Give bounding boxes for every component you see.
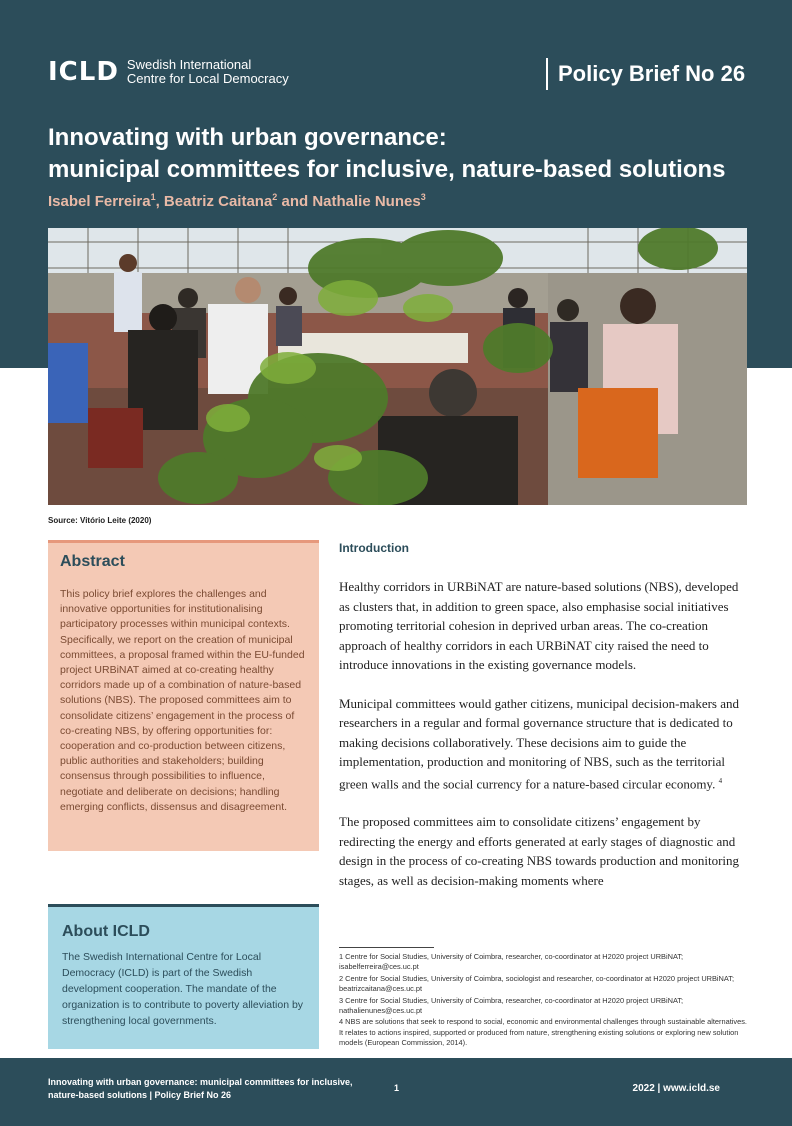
abstract-heading: Abstract <box>60 553 125 570</box>
paragraph: Healthy corridors in URBiNAT are nature-based solutions (NBS), developed as clusters that, in addition to green space, also emphasise social initiatives promoting territorial cohesion in deprived urban areas. The co-creation approach of healthy corridors in each URBiNAT city raised the need to introduce innovations in the existing governance models. <box>339 579 739 672</box>
about-icld-box <box>48 904 319 1049</box>
workshop-photo <box>48 228 747 505</box>
footer-title <box>48 1076 353 1102</box>
footer-line-2: nature-based solutions | Policy Brief No 26 <box>48 1090 232 1100</box>
logo-text <box>127 58 289 86</box>
footer-year-website: 2022 | www.icld.se <box>632 1083 720 1094</box>
author-name: Beatriz Caitana <box>163 193 273 210</box>
abstract-box <box>48 540 319 851</box>
authors <box>48 192 426 210</box>
page-number: 1 <box>394 1083 400 1093</box>
footer-line-1: Innovating with urban governance: municipal committees for inclusive, <box>48 1077 353 1087</box>
introduction-heading: Introduction <box>339 541 409 555</box>
author-affiliation-mark: 2 <box>272 192 278 202</box>
footnote-rule <box>339 947 434 948</box>
author-affiliation-mark: 1 <box>150 192 156 202</box>
footnote: 2 Centre for Social Studies, University of Coimbra, sociologist and researcher, co-coordinator at H2020 project URBiNAT; beatrizcaitana@ces.uc.pt <box>339 973 735 994</box>
logo-line-2: Centre for Local Democracy <box>126 71 289 86</box>
title-line-1: Innovating with urban governance: <box>48 124 447 151</box>
author-affiliation-mark: 3 <box>420 192 426 202</box>
author-separator: and <box>277 193 313 210</box>
header-divider <box>546 58 548 90</box>
photo-caption: Source: Vitório Leite (2020) <box>48 516 152 525</box>
icld-logo <box>48 58 289 86</box>
footnote-ref: 4 <box>718 776 723 785</box>
paragraph: The proposed committees aim to consolidate citizens’ engagement by redirecting the energy and efforts generated at early stages of diagnostic and design in the process of co-creating NBS towards production and monitoring stages, as well as decision-making moments where <box>339 814 740 888</box>
footnotes <box>339 952 747 1050</box>
policy-brief-number: Policy Brief No 26 <box>558 61 746 86</box>
author-name: Isabel Ferreira <box>48 193 151 210</box>
title-line-2: municipal committees for inclusive, nature-based solutions <box>48 156 726 183</box>
author-name: Nathalie Nunes <box>312 193 421 210</box>
paragraph <box>339 694 749 794</box>
logo-line-1: Swedish International <box>126 57 252 72</box>
document-title <box>48 122 748 186</box>
author-separator: , <box>155 193 164 210</box>
introduction-body <box>339 577 749 909</box>
footnote: 4 NBS are solutions that seek to respond to social, economic and environmental challenges through sustainable alternatives. It relates to actions inspired, supported or produced from nature, strengthening existing solutions or exploring new solution models (European Commission, 2014). <box>339 1017 747 1048</box>
footnote: 3 Centre for Social Studies, University of Coimbra, researcher, co-coordinator at H2020 project URBiNAT; nathalienunes@ces.uc.pt <box>339 995 684 1016</box>
page-footer <box>0 1058 792 1126</box>
footnote: 1 Centre for Social Studies, University of Coimbra, researcher, co-coordinator at H2020 project URBiNAT; isabelferreira@ces.uc.pt <box>339 952 684 972</box>
about-text: The Swedish International Centre for Local Democracy (ICLD) is part of the Swedish development cooperation. The mandate of the organization is to contribute to poverty alleviation by strengthening local governments. <box>62 951 304 1027</box>
about-heading: About ICLD <box>62 923 150 940</box>
logo-mark: ICLD <box>48 57 119 87</box>
paragraph-text: Municipal committees would gather citizens, municipal decision-makers and researchers in a regular and formal governance structure that is dedicated to making decisions collaboratively. These decisions aim to guide the implementation, production and monitoring of NBS, such as the territorial green walls and the social currency for a nature-based circular economy. <box>339 695 739 791</box>
abstract-text: This policy brief explores the challenges and innovative opportunities for institutionalising participatory processes within municipal contexts. Specifically, we report on the creation of municipal committees, a proposal framed within the EU-funded project URBiNAT aimed at co-creating healthy corridors made up of a combination of nature-based solutions (NBS). The proposed committees aim to consolidate citizens’ engagement in the process of co-creating NBS, by offering opportunities for: cooperation and co-production between citizens, public authorities and stakeholders; building consensus through possibilities to influence, negotiate and deliberate on decisions; handling emerging conflicts, dissensus and disagreement. <box>60 588 305 813</box>
workshop-photo-illustration <box>48 228 747 505</box>
